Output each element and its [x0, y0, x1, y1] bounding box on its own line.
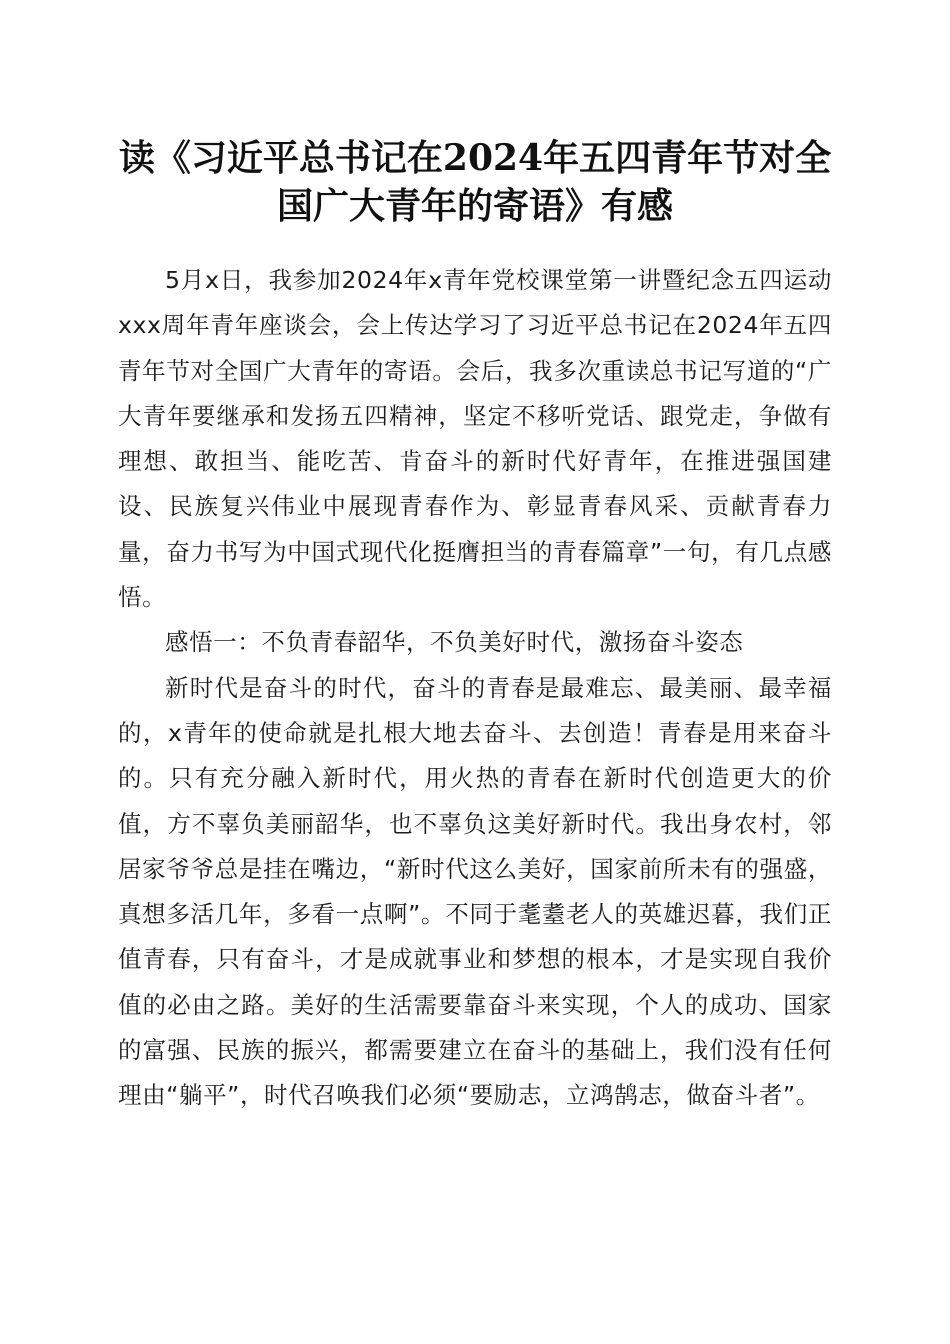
document-title: 读《习近平总书记在2024年五四青年节对全国广大青年的寄语》有感 [118, 137, 832, 227]
section-heading-insight-one: 感悟一：不负青春韶华，不负美好时代，激扬奋斗姿态 [165, 628, 744, 657]
paragraph-intro: 5月x日，我参加2024年x青年党校课堂第一讲暨纪念五四运动xxx周年青年座谈会，会上传达学习了习近平总书记在2024年五四青年节对全国广大青年的寄语。会后，我多次重读总书记写道的“广大青年要继承和发扬五四精神，坚定不移听党话、跟党走，争做有理想、敢担当、能吃苦、肯奋斗的新时代好青年，在推进强国建设、民族复兴伟业中展现青春作为、彰显青春风采、贡献青春力量，奋力书写为中国式现代化挺膺担当的青春篇章”一句，有几点感悟。 [118, 266, 832, 612]
document-body [118, 258, 832, 1119]
paragraph-insight-one: 新时代是奋斗的时代，奋斗的青春是最难忘、最美丽、最幸福的，x青年的使命就是扎根大地去奋斗、去创造！青春是用来奋斗的。只有充分融入新时代，用火热的青春在新时代创造更大的价值，方不辜负美丽韶华，也不辜负这美好新时代。我出身农村，邻居家爷爷总是挂在嘴边，“新时代这么美好，国家前所未有的强盛，真想多活几年，多看一点啊”。不同于耄耋老人的英雄迟暮，我们正值青春，只有奋斗，才是成就事业和梦想的根本，才是实现自我价值的必由之路。美好的生活需要靠奋斗来实现，个人的成功、国家的富强、民族的振兴，都需要建立在奋斗的基础上，我们没有任何理由“躺平”，时代召唤我们必须“要励志，立鸿鹄志，做奋斗者”。 [118, 673, 832, 1110]
